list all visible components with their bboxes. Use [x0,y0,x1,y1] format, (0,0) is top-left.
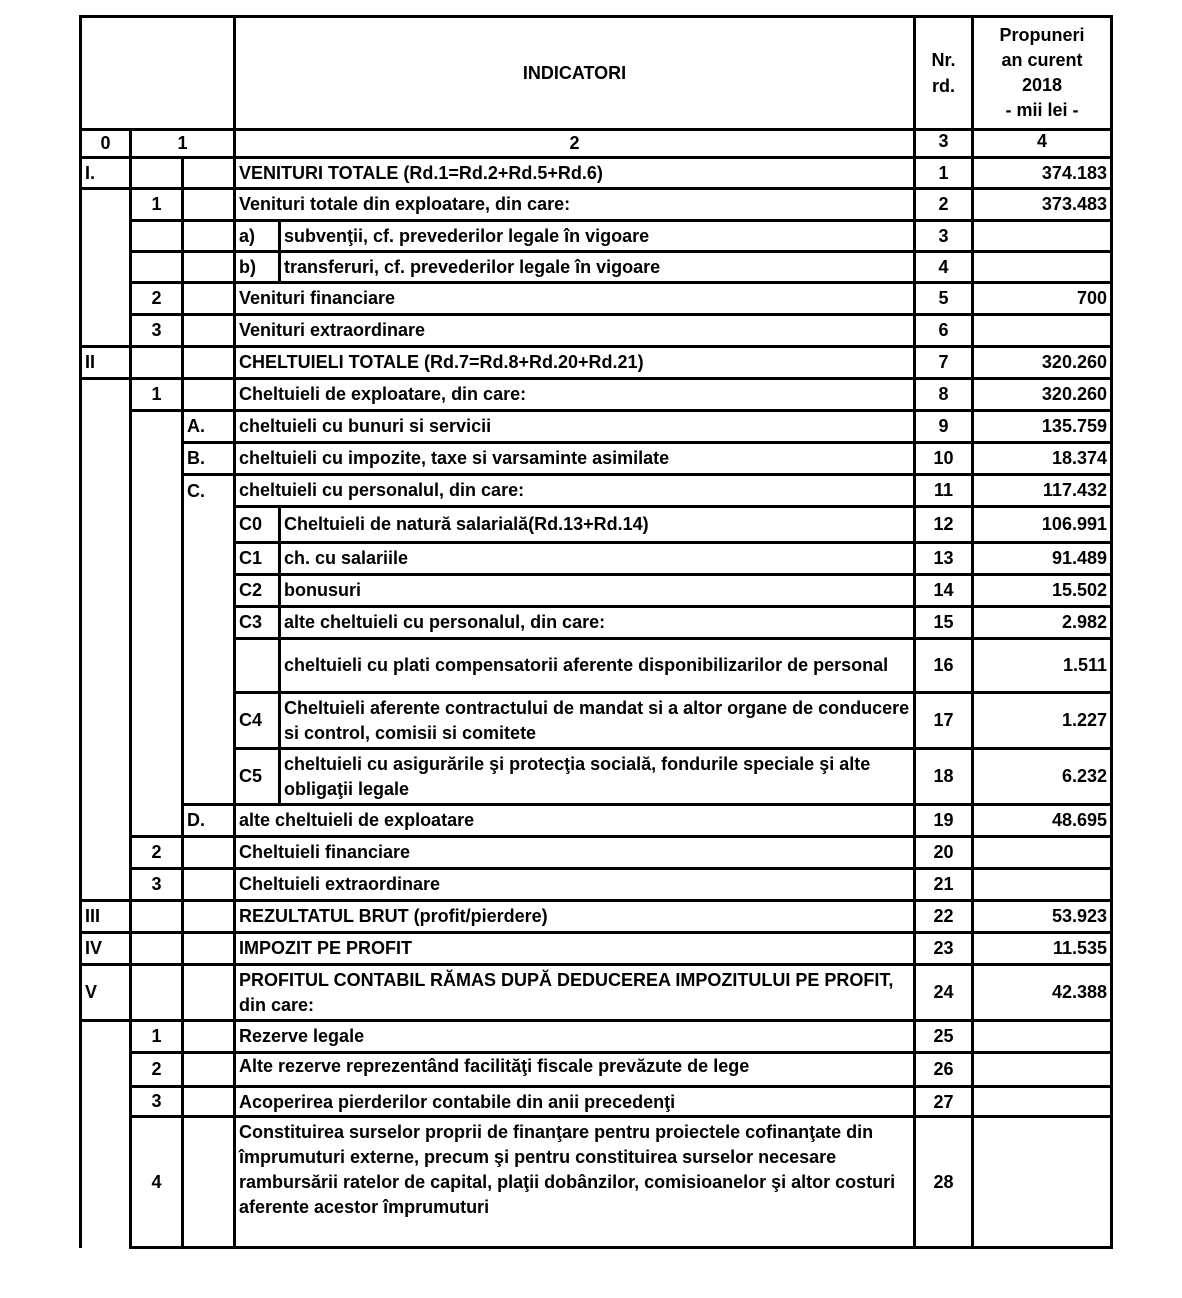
item-code: C2 [235,575,280,607]
row-number: 13 [915,543,973,575]
empty-cell [131,252,183,283]
roman-numeral: I. [81,158,131,189]
row-number: 22 [915,901,973,933]
row-number: 2 [915,189,973,221]
header-propuneri-line2: an curent [1001,50,1083,70]
indicator-label: Venituri extraordinare [235,315,915,347]
indicator-label: cheltuieli cu impozite, taxe si varsaminte asimilate [235,443,915,475]
header-propuneri-line4: - mii lei - [1005,100,1079,120]
row-value: 373.483 [973,189,1112,221]
empty-cell [81,411,131,443]
indicator-label: alte cheltuieli de exploatare [235,805,915,837]
row-value [973,1087,1112,1117]
row-number: 19 [915,805,973,837]
row-number: 8 [915,379,973,411]
empty-cell [183,543,235,575]
row-number: 16 [915,639,973,693]
indicator-label: Cheltuieli aferente contractului de mandat si a altor organe de conducere si control, comisii si comitete [280,693,915,749]
empty-cell [183,252,235,283]
table-row [81,693,1112,749]
empty-cell [183,933,235,965]
sub-number: 2 [131,1053,183,1087]
sub-number: 3 [131,315,183,347]
header-propuneri-line1: Propuneri [999,25,1085,45]
empty-cell [81,639,131,693]
row-number: 25 [915,1021,973,1053]
empty-cell [81,221,131,252]
row-number: 12 [915,507,973,543]
roman-numeral: IV [81,933,131,965]
sub-number: 3 [131,1087,183,1117]
empty-cell [81,607,131,639]
empty-cell [131,507,183,543]
empty-cell [81,1087,131,1117]
item-letter: b) [235,252,280,283]
empty-cell [183,1053,235,1087]
indicator-label: transferuri, cf. prevederilor legale în vigoare [280,252,915,283]
row-value: 1.511 [973,639,1112,693]
item-letter: D. [183,805,235,837]
row-value: 6.232 [973,749,1112,805]
empty-cell [131,443,183,475]
header-blank-left [81,17,183,130]
empty-cell [183,869,235,901]
row-value: 48.695 [973,805,1112,837]
table-row [81,933,1112,965]
table-row [81,543,1112,575]
empty-cell [81,379,131,411]
item-code [235,639,280,693]
item-code: C4 [235,693,280,749]
item-code: C5 [235,749,280,805]
sub-number: 1 [131,1021,183,1053]
empty-cell [183,379,235,411]
empty-cell [81,1021,131,1053]
row-value: 700 [973,283,1112,315]
empty-cell [81,575,131,607]
empty-cell [131,347,183,379]
row-value [973,221,1112,252]
row-number: 15 [915,607,973,639]
row-number: 9 [915,411,973,443]
row-value [973,1117,1112,1248]
sub-number: 2 [131,283,183,315]
row-number: 4 [915,252,973,283]
header-propuneri [973,17,1112,130]
indicator-label: CHELTUIELI TOTALE (Rd.7=Rd.8+Rd.20+Rd.21) [235,347,915,379]
empty-cell [183,347,235,379]
table-row [81,283,1112,315]
table-row [81,221,1112,252]
header-propuneri-line3: 2018 [1021,75,1063,95]
row-number: 3 [915,221,973,252]
empty-cell [81,1053,131,1087]
table-row [81,189,1112,221]
indicator-label: cheltuieli cu asigurările şi protecţia socială, fondurile speciale şi alte obligaţii legale [280,749,915,805]
table-row [81,507,1112,543]
row-value [973,1021,1112,1053]
table-row [81,869,1112,901]
empty-cell [81,315,131,347]
row-number: 26 [915,1053,973,1087]
indicator-label: alte cheltuieli cu personalul, din care: [280,607,915,639]
indicator-label: Cheltuieli financiare [235,837,915,869]
empty-cell [131,575,183,607]
empty-cell [183,315,235,347]
empty-cell [183,607,235,639]
table-row [81,749,1112,805]
empty-cell [131,607,183,639]
sub-number: 2 [131,837,183,869]
sub-number: 4 [131,1117,183,1248]
empty-cell [131,693,183,749]
empty-cell [183,965,235,1021]
row-number: 6 [915,315,973,347]
indicator-label: Alte rezerve reprezentând facilităţi fiscale prevăzute de lege [235,1053,915,1087]
indicator-label: cheltuieli cu plati compensatorii aferente disponibilizarilor de personal [280,639,915,693]
col-number-1: 1 [131,130,235,158]
item-letter: A. [183,411,235,443]
table-row [81,347,1112,379]
row-number: 5 [915,283,973,315]
indicator-label: Cheltuieli de exploatare, din care: [235,379,915,411]
empty-cell [183,507,235,543]
row-number: 7 [915,347,973,379]
empty-cell [183,221,235,252]
table-row [81,805,1112,837]
empty-cell [131,901,183,933]
sub-number: 1 [131,189,183,221]
row-value: 18.374 [973,443,1112,475]
table-row [81,575,1112,607]
empty-cell [81,283,131,315]
indicator-label: Cheltuieli de natură salarială(Rd.13+Rd.14) [280,507,915,543]
row-value: 320.260 [973,347,1112,379]
empty-cell [81,475,131,507]
table-row [81,837,1112,869]
empty-cell [131,933,183,965]
table-row [81,379,1112,411]
empty-cell [183,639,235,693]
item-letter: C. [183,475,235,507]
empty-cell [183,693,235,749]
row-value: 2.982 [973,607,1112,639]
empty-cell [81,1117,131,1248]
row-value: 53.923 [973,901,1112,933]
indicator-label: VENITURI TOTALE (Rd.1=Rd.2+Rd.5+Rd.6) [235,158,915,189]
indicator-label: Cheltuieli extraordinare [235,869,915,901]
row-number: 18 [915,749,973,805]
row-number: 23 [915,933,973,965]
row-value: 374.183 [973,158,1112,189]
table-row [81,639,1112,693]
header-nr-line2: rd. [931,76,955,96]
empty-cell [81,693,131,749]
empty-cell [183,1021,235,1053]
header-indicatori: INDICATORI [235,17,915,130]
empty-cell [183,158,235,189]
empty-cell [183,837,235,869]
item-code: C3 [235,607,280,639]
table-row [81,443,1112,475]
empty-cell [183,189,235,221]
indicator-label: cheltuieli cu personalul, din care: [235,475,915,507]
empty-cell [81,837,131,869]
empty-cell [81,189,131,221]
empty-cell [183,901,235,933]
item-code: C0 [235,507,280,543]
row-number: 28 [915,1117,973,1248]
empty-cell [183,283,235,315]
empty-cell [131,639,183,693]
item-letter: a) [235,221,280,252]
row-number: 21 [915,869,973,901]
empty-cell [81,252,131,283]
row-value: 91.489 [973,543,1112,575]
table-row [81,1117,1112,1248]
header-nr-line1: Nr. [931,50,956,70]
indicator-label: IMPOZIT PE PROFIT [235,933,915,965]
table-row [81,315,1112,347]
indicator-label: PROFITUL CONTABIL RĂMAS DUPĂ DEDUCEREA IMPOZITULUI PE PROFIT, din care: [235,965,915,1021]
col-number-3: 3 [915,130,973,158]
empty-cell [131,749,183,805]
indicator-label: subvenţii, cf. prevederilor legale în vigoare [280,221,915,252]
indicator-label: REZULTATUL BRUT (profit/pierdere) [235,901,915,933]
indicator-label: cheltuieli cu bunuri si servicii [235,411,915,443]
empty-cell [183,575,235,607]
row-value [973,869,1112,901]
empty-cell [131,475,183,507]
table-row [81,965,1112,1021]
empty-cell [183,749,235,805]
sub-number: 3 [131,869,183,901]
table-row [81,901,1112,933]
row-number: 24 [915,965,973,1021]
row-number: 17 [915,693,973,749]
header-nr-rd [915,17,973,130]
row-value [973,315,1112,347]
indicator-label: Constituirea surselor proprii de finanţare pentru proiectele cofinanţate din împrumuturi externe, precum şi pentru constituirea surselor necesare rambursării ratelor de capital, plaţii dobânzilor, comisioanelor şi altor costuri aferente acestor împrumuturi [235,1117,915,1248]
empty-cell [183,1117,235,1248]
table-row [81,252,1112,283]
roman-numeral: III [81,901,131,933]
col-number-4: 4 [973,130,1112,158]
table-row [81,158,1112,189]
empty-cell [81,805,131,837]
table-row [81,475,1112,507]
row-value [973,252,1112,283]
empty-cell [81,507,131,543]
roman-numeral: II [81,347,131,379]
row-value: 320.260 [973,379,1112,411]
empty-cell [81,443,131,475]
empty-cell [131,221,183,252]
row-value: 15.502 [973,575,1112,607]
indicator-label: Rezerve legale [235,1021,915,1053]
sub-number: 1 [131,379,183,411]
empty-cell [183,1087,235,1117]
empty-cell [81,869,131,901]
empty-cell [131,805,183,837]
col-number-2: 2 [235,130,915,158]
empty-cell [81,749,131,805]
row-value: 106.991 [973,507,1112,543]
row-number: 1 [915,158,973,189]
indicator-label: Acoperirea pierderilor contabile din anii precedenţi [235,1087,915,1117]
row-value: 135.759 [973,411,1112,443]
col-number-0: 0 [81,130,131,158]
indicator-label: Venituri financiare [235,283,915,315]
table-row [81,411,1112,443]
item-code: C1 [235,543,280,575]
row-number: 14 [915,575,973,607]
table-row [81,607,1112,639]
indicator-label: ch. cu salariile [280,543,915,575]
row-number: 27 [915,1087,973,1117]
row-number: 20 [915,837,973,869]
indicator-label: bonusuri [280,575,915,607]
row-value: 117.432 [973,475,1112,507]
row-value [973,837,1112,869]
header-blank-mid [183,17,235,130]
empty-cell [81,543,131,575]
budget-table [79,15,1113,1249]
row-value: 11.535 [973,933,1112,965]
table-row [81,1053,1112,1087]
table-row [81,1087,1112,1117]
row-number: 10 [915,443,973,475]
row-value [973,1053,1112,1087]
table-row [81,1021,1112,1053]
row-number: 11 [915,475,973,507]
roman-numeral: V [81,965,131,1021]
empty-cell [131,965,183,1021]
item-letter: B. [183,443,235,475]
empty-cell [131,411,183,443]
empty-cell [131,158,183,189]
row-value: 1.227 [973,693,1112,749]
empty-cell [131,543,183,575]
row-value: 42.388 [973,965,1112,1021]
indicator-label: Venituri totale din exploatare, din care: [235,189,915,221]
